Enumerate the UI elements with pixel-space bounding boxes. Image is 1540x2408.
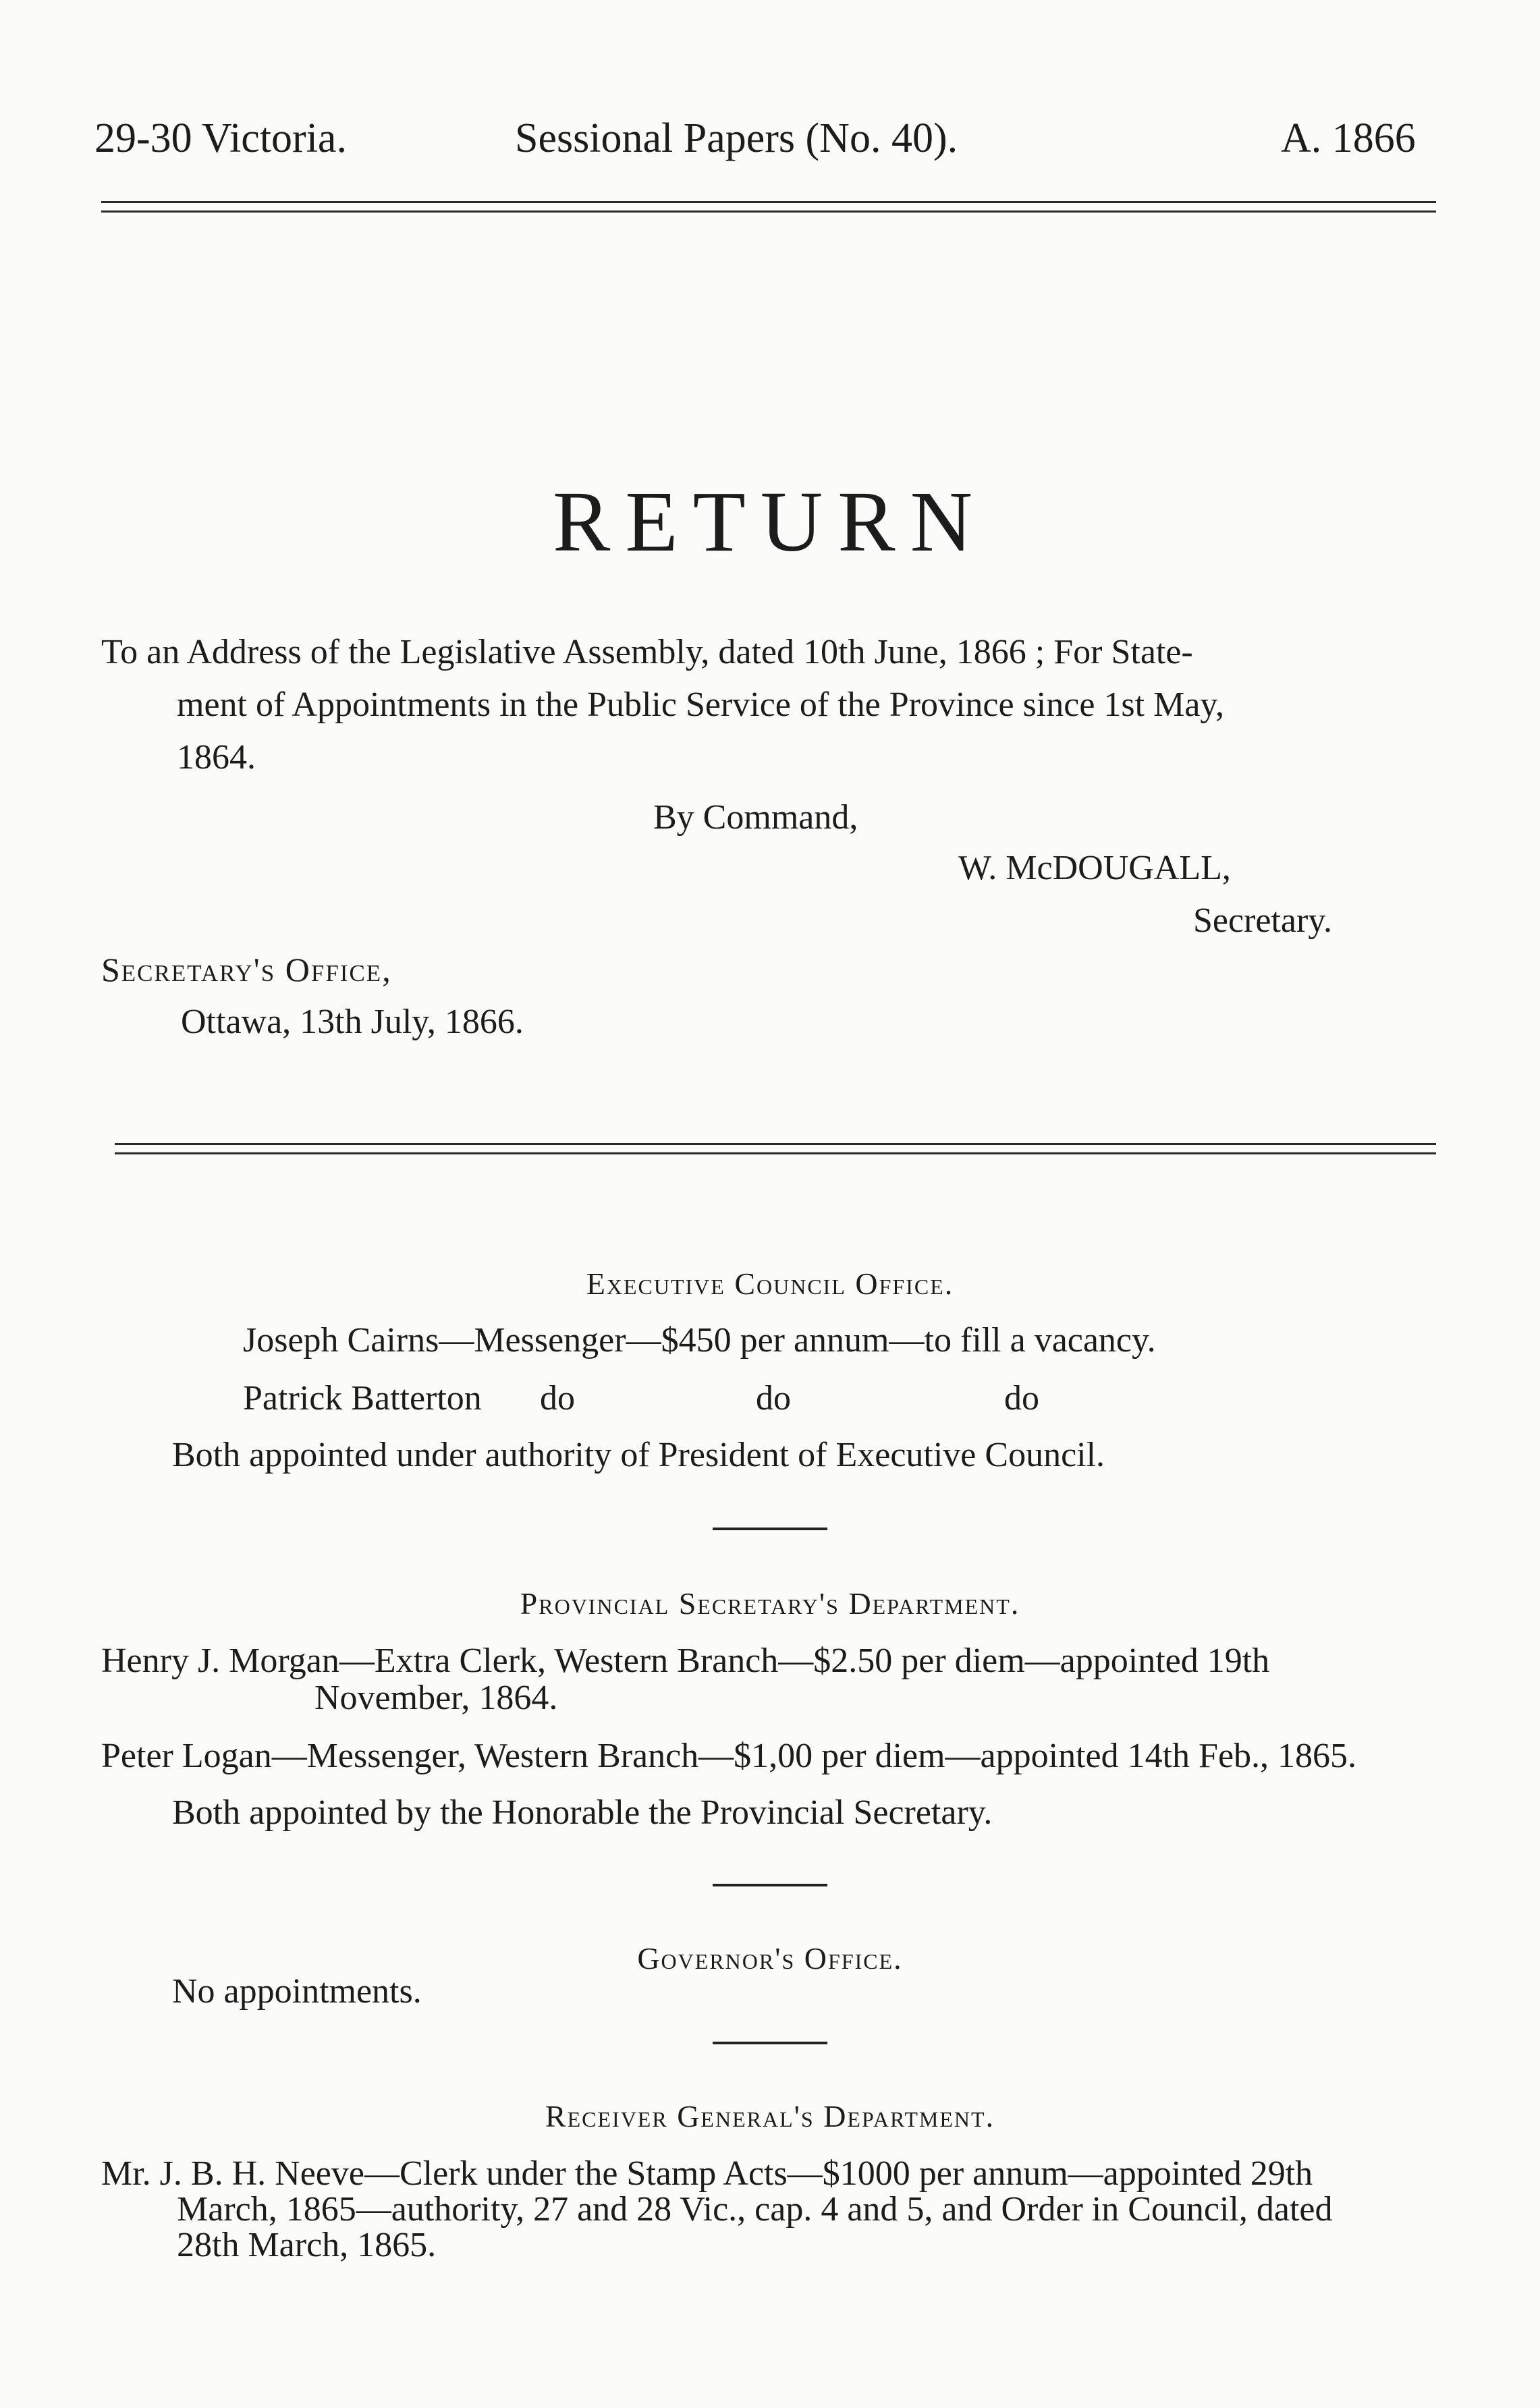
receiver-entry-line-3: 28th March, 1865. [177,2226,437,2264]
address-line-3: 1864. [177,738,256,777]
page-title: RETURN [553,474,987,569]
header-rule-bottom [101,211,1436,213]
executive-ditto-3: do [1004,1379,1039,1418]
section-divider [713,1528,827,1530]
header-rule-top [101,201,1436,203]
office-name: Secretary's Office, [101,951,392,988]
governor-heading: Governor's Office. [637,1941,903,1976]
executive-ditto-2: do [756,1379,791,1418]
executive-entry-1: Joseph Cairns—Messenger—$450 per annum—to fill a vacancy. [243,1321,1156,1360]
by-command: By Command, [653,798,858,837]
signatory-name: W. McDOUGALL, [958,849,1231,887]
section-rule-top [115,1143,1436,1145]
section-divider [713,2042,827,2044]
header-right: A. 1866 [1281,115,1416,161]
header-left: 29-30 Victoria. [94,115,347,161]
provincial-entry-2: Peter Logan—Messenger, Western Branch—$1,00 per diem—appointed 14th Feb., 1865. [101,1737,1357,1775]
executive-heading: Executive Council Office. [586,1266,954,1301]
provincial-entry-1-line-2: November, 1864. [314,1679,558,1717]
section-rule-bottom [115,1152,1436,1154]
provincial-note: Both appointed by the Honorable the Provincial Secretary. [172,1793,993,1832]
address-line-2: ment of Appointments in the Public Service of the Province since 1st May, [177,685,1225,724]
header-center: Sessional Papers (No. 40). [515,115,958,161]
provincial-entry-1-line-1: Henry J. Morgan—Extra Clerk, Western Branch—$2.50 per diem—appointed 19th [101,1642,1270,1680]
provincial-heading: Provincial Secretary's Department. [520,1586,1020,1621]
section-divider [713,1884,827,1886]
receiver-entry-line-2: March, 1865—authority, 27 and 28 Vic., cap. 4 and 5, and Order in Council, dated [177,2190,1333,2229]
office-place-date: Ottawa, 13th July, 1866. [181,1003,524,1041]
address-line-1: To an Address of the Legislative Assembly, dated 10th June, 1866 ; For State- [101,633,1193,671]
receiver-entry-line-1: Mr. J. B. H. Neeve—Clerk under the Stamp Acts—$1000 per annum—appointed 29th [101,2154,1313,2193]
executive-entry-2-name: Patrick Batterton [243,1379,482,1418]
signatory-role: Secretary. [1193,901,1332,940]
executive-note: Both appointed under authority of President of Executive Council. [172,1436,1105,1474]
governor-note: No appointments. [172,1972,422,2011]
receiver-heading: Receiver General's Department. [545,2099,995,2133]
executive-ditto-1: do [540,1379,575,1418]
